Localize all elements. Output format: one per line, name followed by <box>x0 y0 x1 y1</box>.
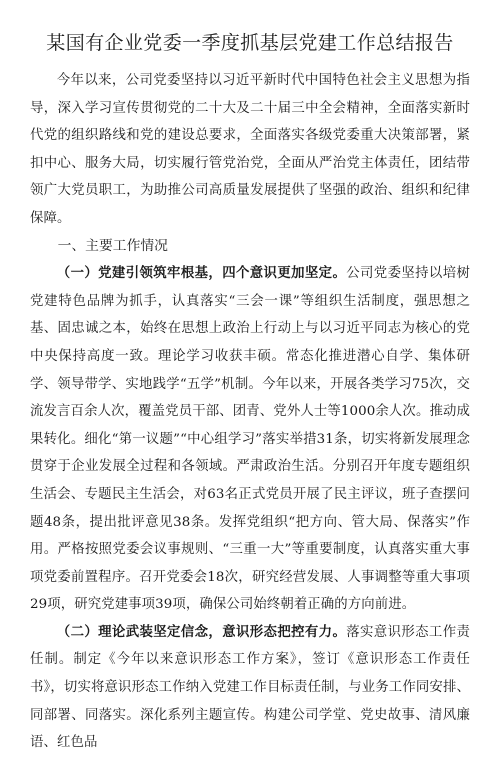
item-2-paragraph <box>30 619 470 757</box>
item-2-lead: （二）理论武装坚定信念，意识形态把控有力。 <box>56 624 347 640</box>
item-1-body: 公司党委坚持以培树党建特色品牌为抓手，认真落实“三会一课”等组织生活制度，强思想之基、固忠诚之本，始终在思想上政治上行动上与以习近平同志为核心的党中央保持高度一致。理论学习收获丰硕。常态化推进潜心自学、集体研学、领导带学、实地践学“五学”机制。今年以来，开展各类学习75次，交流发言百余人次，覆盖党员干部、团青、党外人士等1000余人次。推动成果转化。细化“第一议题”“中心组学习”落实举措31条，切实将新发展理念贯穿于企业发展全过程和各领域。严肃政治生活。分别召开年度专题组织生活会、专题民主生活会，对63名正式党员开展了民主评议，班子查摆问题48条，提出批评意见38条。发挥党组织“把方向、管大局、保落实”作用。严格按照党委会议事规则、“三重一大”等重要制度，认真落实重大事项党委前置程序。召开党委会18次，研究经营发展、人事调整等重大事项29项，研究党建事项39项，确保公司始终朝着正确的方向前进。 <box>30 266 470 613</box>
document-title: 某国有企业党委一季度抓基层党建工作总结报告 <box>46 32 454 54</box>
item-1-lead: （一）党建引领筑牢根基，四个意识更加坚定。 <box>56 266 347 282</box>
item-1-paragraph <box>30 260 470 619</box>
section-heading-main-work: 一、主要工作情况 <box>57 237 168 254</box>
intro-paragraph: 今年以来，公司党委坚持以习近平新时代中国特色社会主义思想为指导，深入学习宣传贯彻党的二十大及二十届三中全会精神，全面落实新时代党的组织路线和党的建设总要求，全面落实各级党委重大决策部署，紧扣中心、服务大局，切实履行管党治党，全面从严治党主体责任，团结带领广大党员职工，为助推公司高质量发展提供了坚强的政治、组织和纪律保障。 <box>30 73 470 226</box>
item-2-body: 落实意识形态工作责任制。制定《今年以来意识形态工作方案》，签订《意识形态工作责任书》，切实将意识形态工作纳入党建工作目标责任制，与业务工作同安排、同部署、同落实。深化系列主题宣传。构建公司学堂、党史故事、清风廉语、红色品 <box>30 624 470 751</box>
